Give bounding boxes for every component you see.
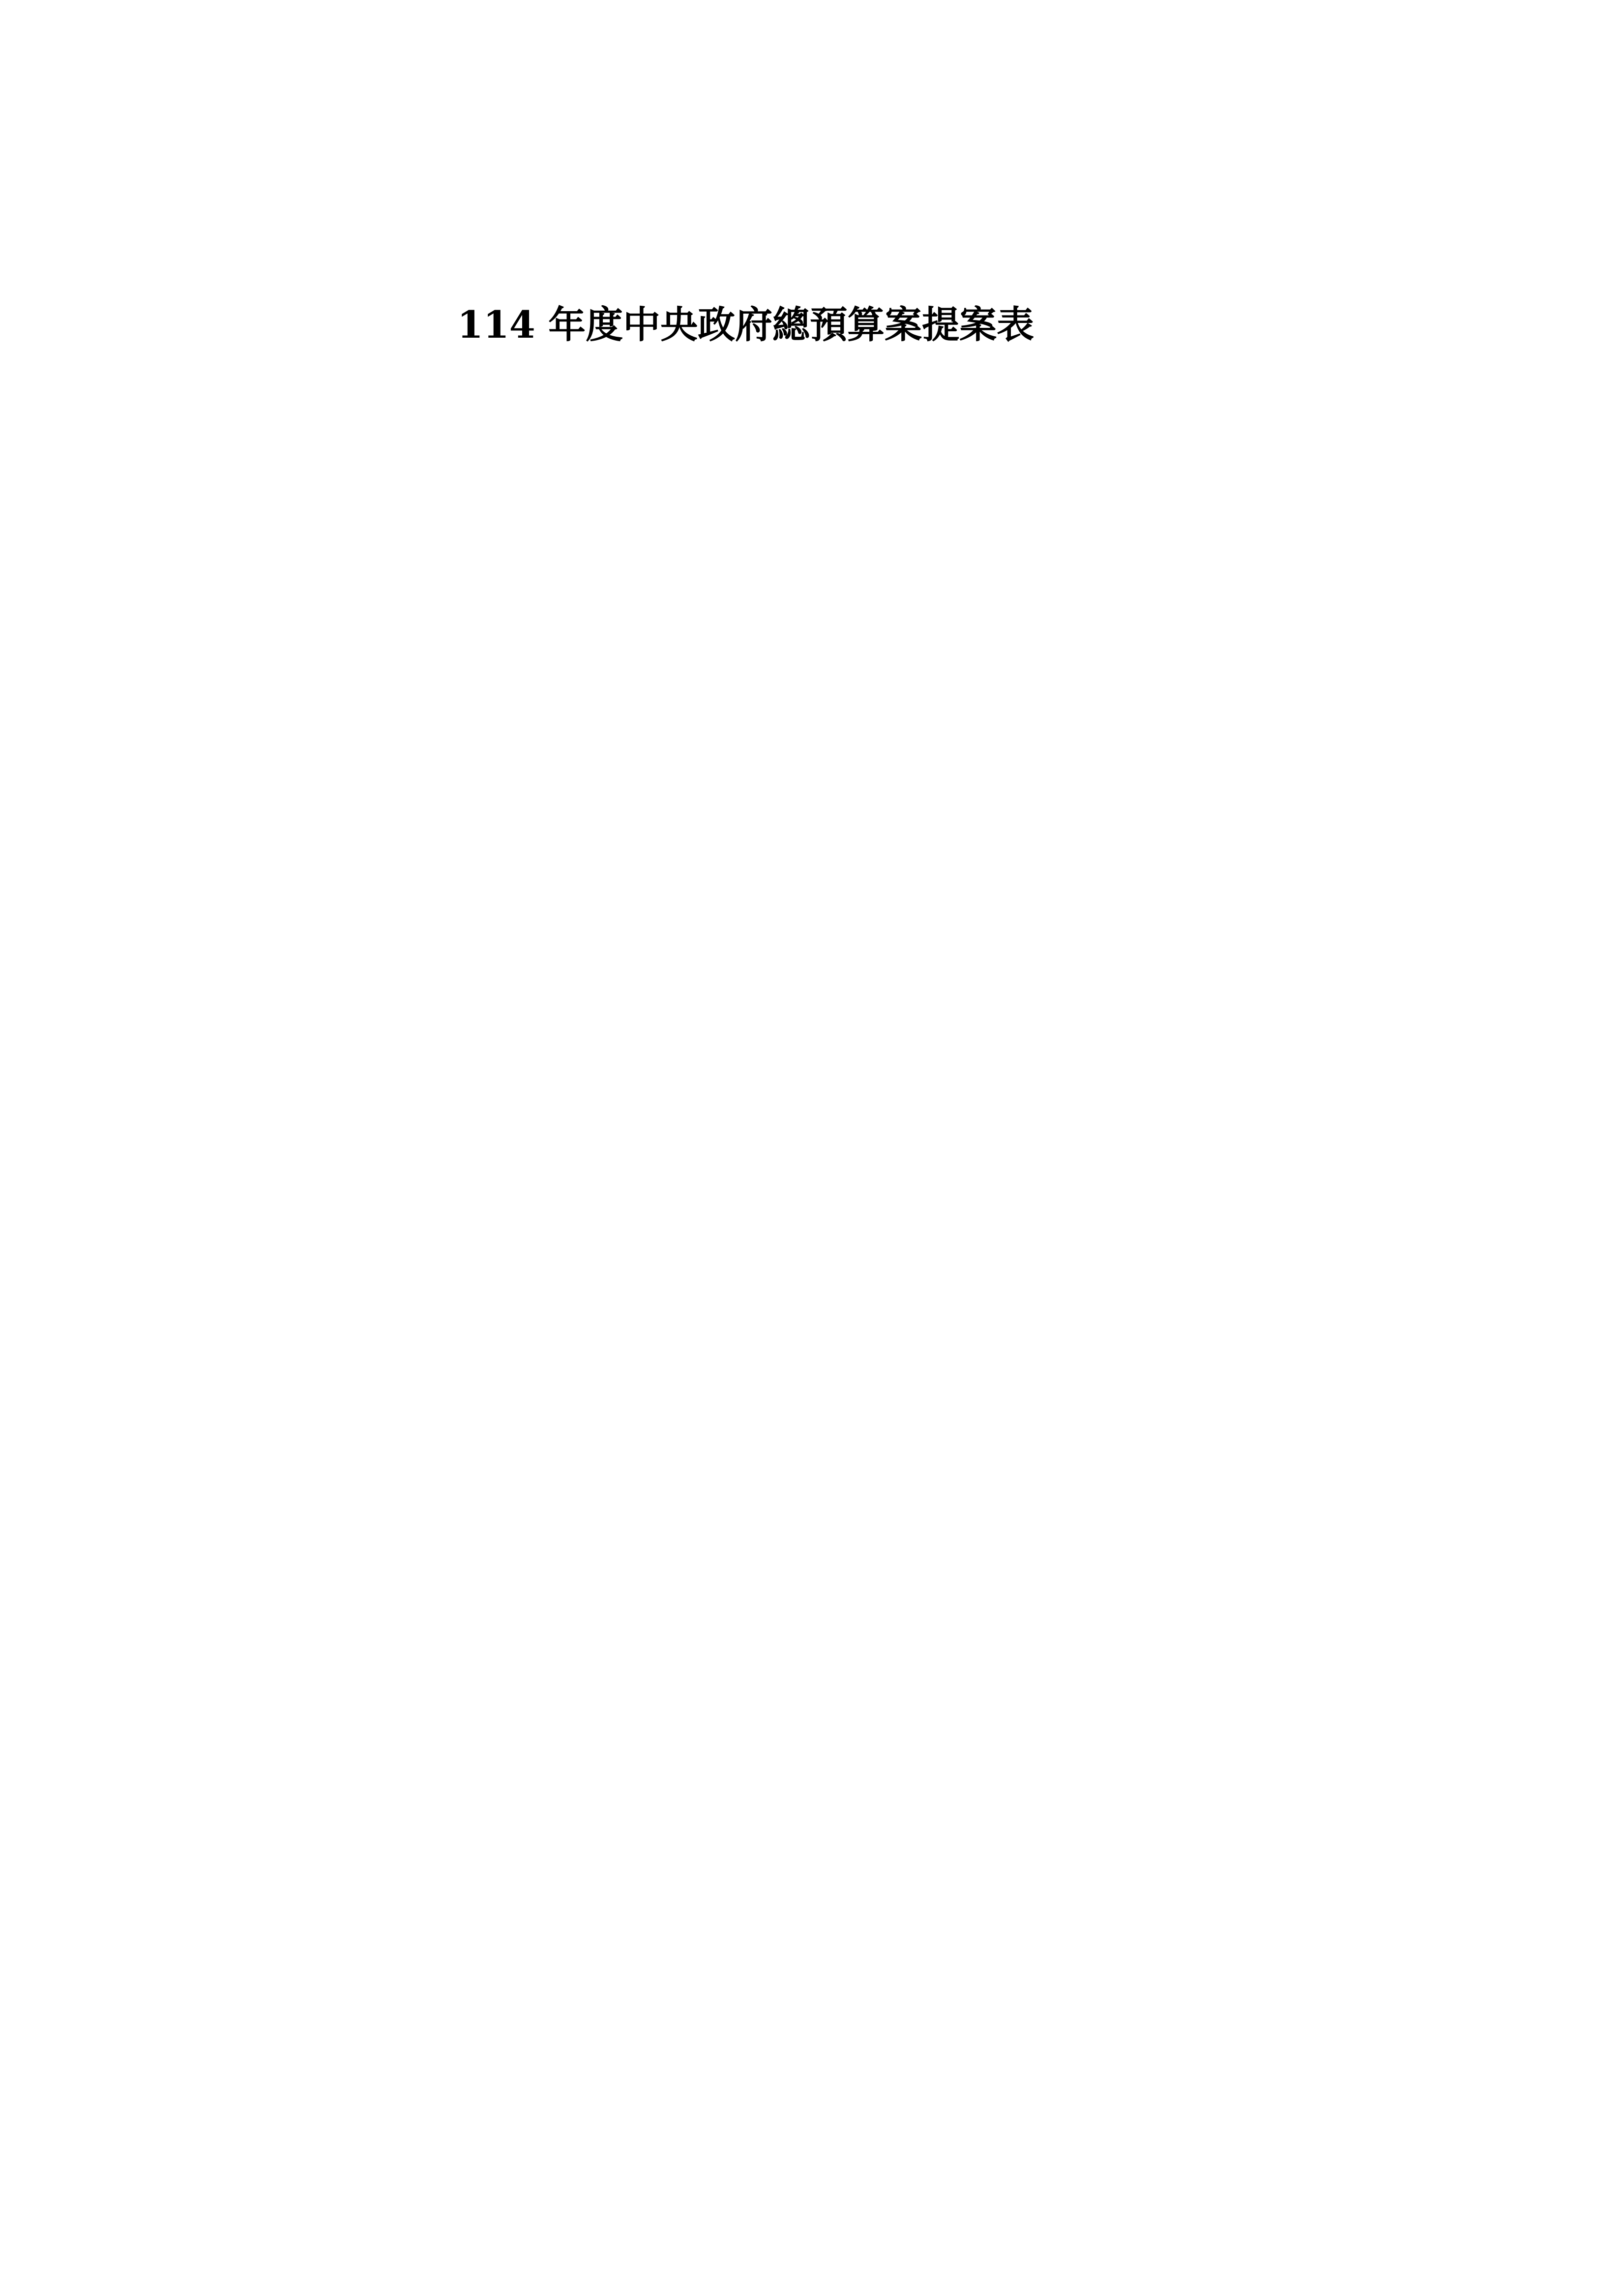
title: 114 年度中央政府總預算案提案表 — [457, 303, 1034, 347]
